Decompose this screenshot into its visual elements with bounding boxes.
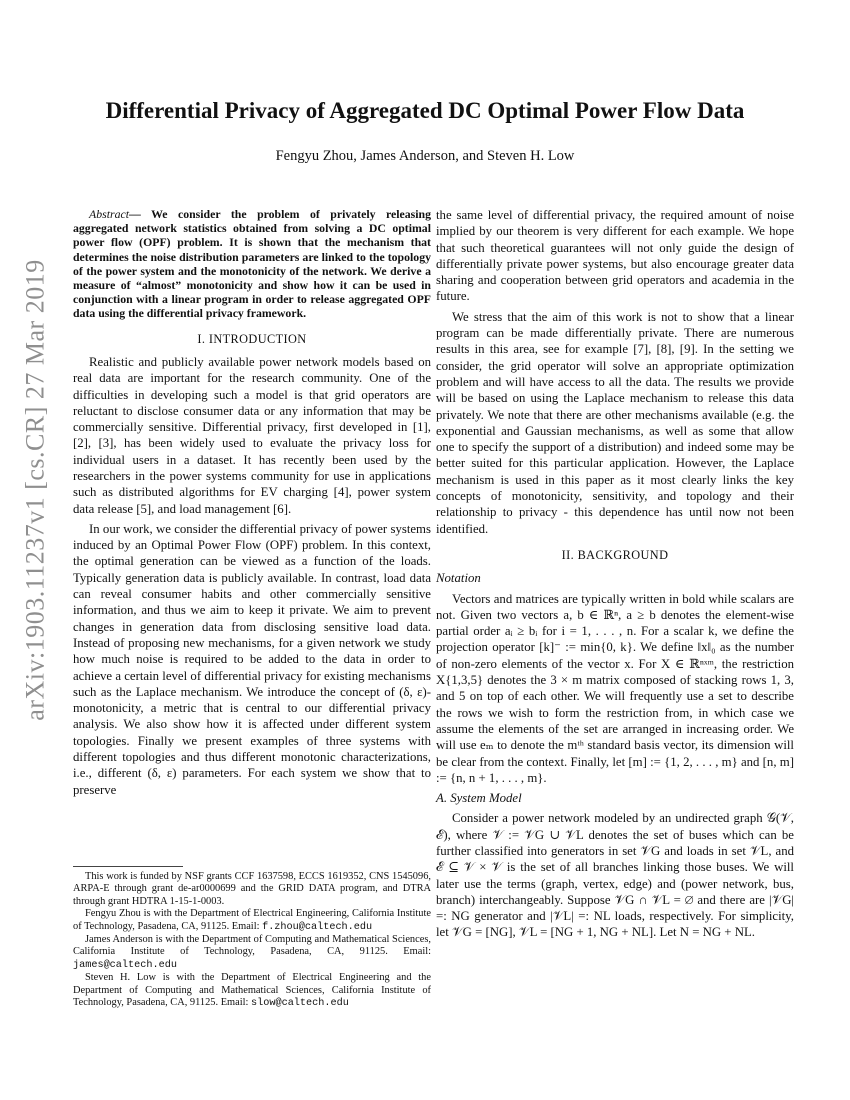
footnotes	[73, 866, 431, 1010]
footnote-low	[73, 972, 431, 1010]
notation-heading: Notation	[436, 571, 481, 586]
system-model-heading: A. System Model	[436, 791, 522, 806]
system-model-paragraph: Consider a power network modeled by an undirected graph 𝒢(𝒱, ℰ), where 𝒱 := 𝒱G ∪ 𝒱L denotes the set of buses which can be further classified into generators in set 𝒱G and loads in set 𝒱L, and ℰ ⊆ 𝒱 × 𝒱 is the set of all branches linking those buses. We will later use the terms (graph, vertex, edge) and (power network, bus, branch) interchangeably. Suppose 𝒱G ∩ 𝒱L = ∅ and there are |𝒱G| =: NG generator and |𝒱L| =: NL loads, respectively. For simplicity, let 𝒱G = [NG], 𝒱L = [NG + 1, NG + NL]. Let N = NG + NL.	[436, 811, 794, 940]
right-column	[436, 207, 794, 941]
anderson-email[interactable]: james@caltech.edu	[73, 959, 177, 971]
footnote-zhou	[73, 908, 431, 934]
right-paragraph-2: We stress that the aim of this work is not to show that a linear program can be made differentially private. There are numerous results in this area, see for example [7], [8], [9]. In the setting we consider, the grid operator will solve an appropriate optimization problem and will have access to all the data. The results we provide will be based on using the Laplace mechanism to release this data privately. We note that there are other mechanisms available (e.g. the exponential and Gaussian mechanisms, as well as some that allow one to specify the support of a distribution) and indeed some may be better suited for this particular application. However, the Laplace mechanism is used in this paper as it most clearly links the key concepts of monotonicity, sensitivity, and topology and their relationship to privacy - this dependence has until now not been identified.	[436, 309, 794, 536]
footnote-anderson-text: James Anderson is with the Department of Computing and Mathematical Sciences, California Institute of Technology, Pasadena, CA, 91125. Email:	[73, 934, 431, 958]
paper-title: Differential Privacy of Aggregated DC Optimal Power Flow Data	[105, 98, 745, 123]
introduction-heading: I. INTRODUCTION	[197, 331, 307, 346]
footnote-funding: This work is funded by NSF grants CCF 1637598, ECCS 1619352, CNS 1545096, ARPA-E through grant de-ar0000699 and the GRID DATA program, and DTRA through grant HDTRA 1-15-1-0003.	[73, 871, 431, 907]
low-email[interactable]: slow@caltech.edu	[251, 998, 349, 1010]
paper-authors: Fengyu Zhou, James Anderson, and Steven H. Low	[275, 148, 575, 164]
intro-paragraph-1: Realistic and publicly available power network models based on real data are important for the research community. One of the difficulties in developing such a model is that grid operators are reluctant to disclose consumer data or any information that may be commercially sensitive. Differential privacy, first developed in [1], [2], [3], has been widely used to evaluate the privacy loss for individual users in a dataset. It has recently been used by the researchers in the power systems community for use in applications such as distributed algorithms for EV charging [4], power system data release [5], and load management [6].	[73, 354, 431, 516]
footnote-low-text: Steven H. Low is with the Department of Electrical Engineering and the Department of Computing and Mathematical Sciences, California Institute of Technology, Pasadena, CA, 91125. Email:	[73, 972, 431, 1009]
notation-paragraph: Vectors and matrices are typically written in bold while scalars are not. Given two vectors a, b ∈ ℝⁿ, a ≥ b denotes the element-wise partial order aᵢ ≥ bᵢ for i = 1, . . . , n. For a scalar k, we define the projection operator [k]⁻ := min{0, k}. We define ‖x‖₀ as the number of non-zero elements of the vector x. For X ∈ ℝⁿˣᵐ, the restriction X{1,3,5} denotes the 3 × m matrix composed of stacking rows 1, 3, and 5 on top of each other. We will frequently use a set to describe the rows we wish to form the restriction from, in which case we assume the elements of the set are arranged in increasing order. We will use eₘ to denote the mᵗʰ standard basis vector, its dimension will be clear from the context. Finally, let [m] := {1, 2, . . . , m} and [n, m] := {n, n + 1, . . . , m}.	[436, 591, 794, 785]
footnote-rule	[73, 866, 183, 867]
abstract	[73, 207, 431, 321]
footnote-zhou-text: Fengyu Zhou is with the Department of Electrical Engineering, California Institute of Technology, Pasadena, CA, 91125. Email:	[73, 908, 431, 932]
left-column	[73, 207, 431, 798]
intro-paragraph-2: In our work, we consider the differential privacy of power systems induced by an Optimal Power Flow (OPF) problem. In this context, the optimal generation can be viewed as a function of the loads. Typically generation data is publicly available. In contrast, load data can reveal consumer habits and other commercially sensitive information, and thus we aim to keep it private. We aim to prevent changes in generation data from disclosing sensitive load data. Instead of proposing new mechanisms, for a given network we study how much noise is required to be added to the data in order to achieve a certain level of differential privacy for existing mechanisms such as the Laplace mechanism. We introduce the concept of (δ, ε)-monotonicity, a metric that is central to our differential privacy analysis. We also show how it is affected under different system topologies. Finally we present examples of three systems with different topologies and thus different monotonic characterizations, i.e., different (δ, ε) parameters. For each system we show that to preserve	[73, 521, 431, 797]
footnote-anderson	[73, 934, 431, 972]
arxiv-stamp-text: arXiv:1903.11237v1 [cs.CR] 27 Mar 2019	[21, 259, 50, 721]
abstract-label: Abstract	[89, 207, 129, 221]
background-heading: II. BACKGROUND	[561, 547, 669, 562]
abstract-text: — We consider the problem of privately releasing aggregated network statistics obtained from solving a DC optimal power flow (OPF) problem. It is shown that the mechanism that determines the noise distribution parameters are linked to the topology of the power system and the monotonicity of the network. We derive a measure of “almost” monotonicity and show how it can be used in conjunction with a linear program in order to release aggregated OPF data using the differential privacy framework.	[73, 207, 431, 321]
zhou-email[interactable]: f.zhou@caltech.edu	[262, 921, 373, 933]
arxiv-stamp	[14, 259, 58, 721]
right-paragraph-1: the same level of differential privacy, the required amount of noise implied by our theorem is very different for each example. We hope that such theoretical guarantees will not only guide the design of differentially private power systems, but also encourage greater data sharing and cooperation between grid operators and academia in the future.	[436, 208, 794, 304]
